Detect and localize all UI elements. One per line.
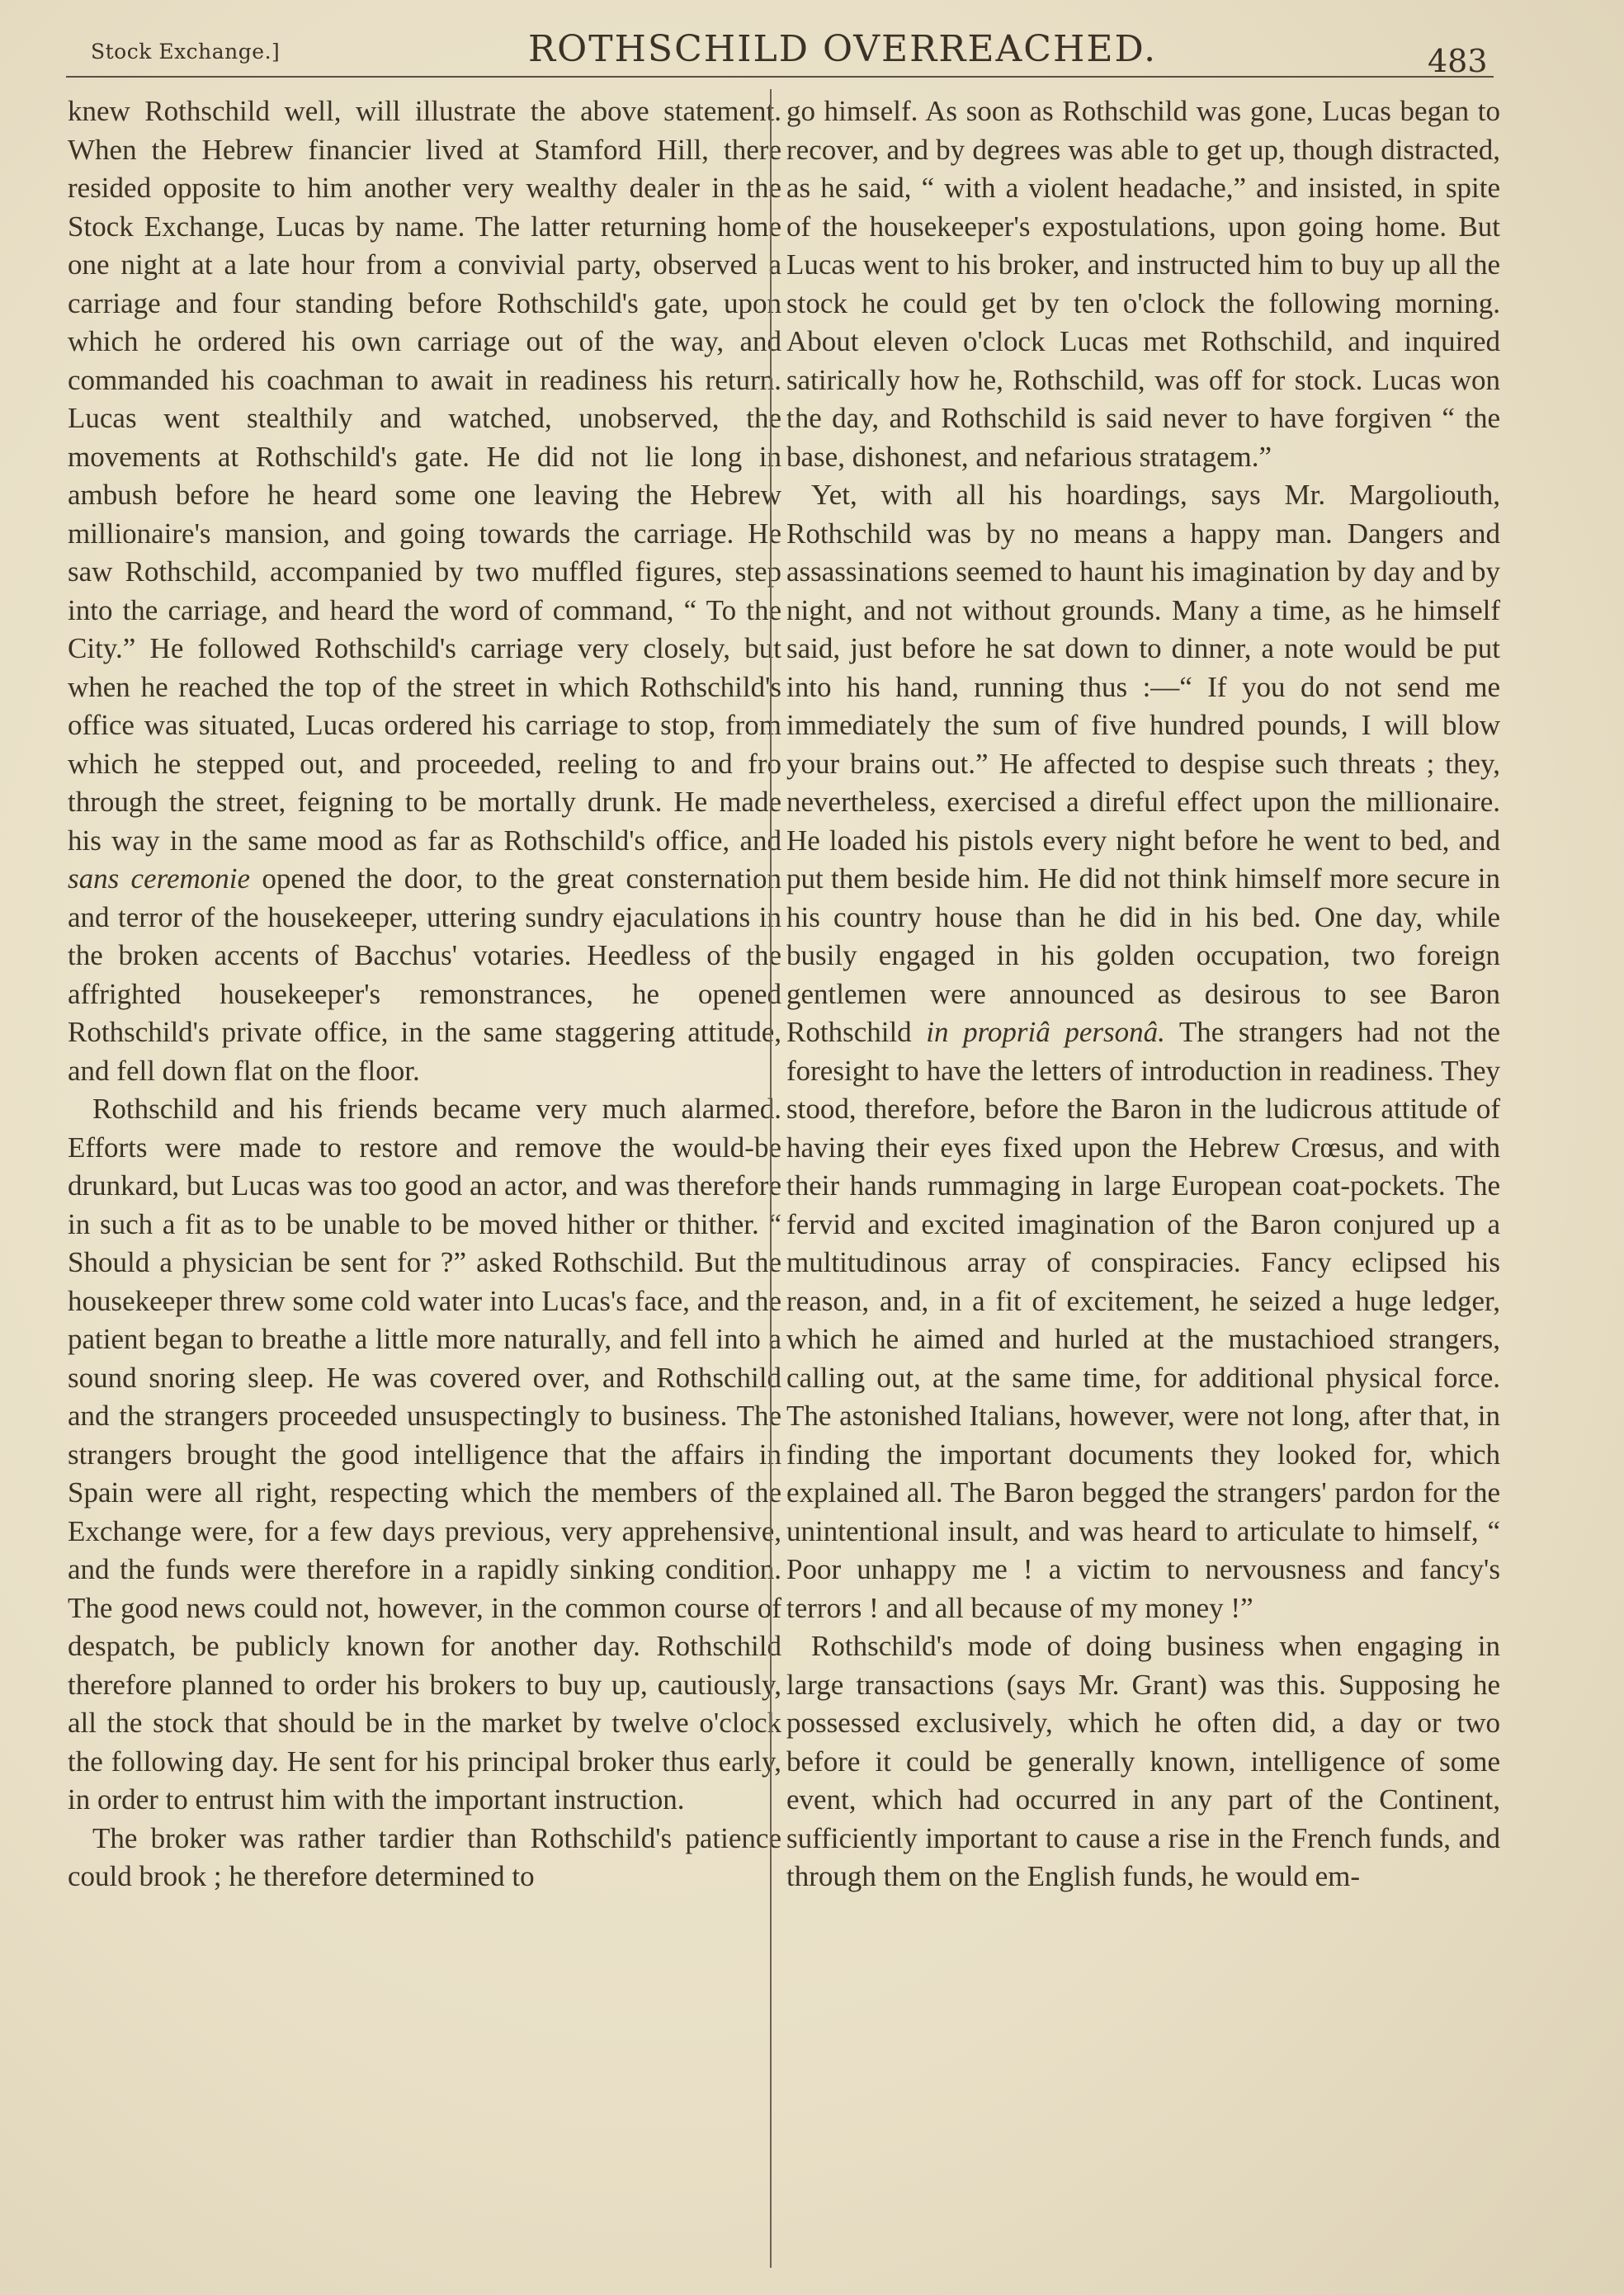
header-rule bbox=[66, 76, 1494, 78]
left-paragraph-1-text: knew Rothschild well, will illustrate the above statement. When the Hebrew financier lived at Stamford Hill, there resided opposite to him another very wealthy dealer in the Stock Exchange, Lucas by name. The latter returning home one night at a late hour from a convivial party, observed a carriage and four standing before Rothschild's gate, upon which he ordered his own carriage out of the way, and commanded his coachman to await in readiness his return. Lucas went stealthily and watched, unobserved, the movements at Rothschild's gate. He did not lie long in ambush before he heard some one leaving the Hebrew millionaire's mansion, and going towards the carriage. He saw Rothschild, accompanied by two muffled figures, step into the carriage, and heard the word of command, “ To the City.” He followed Rothschild's carriage very closely, but when he reached the top of the street in which Rothschild's office was situated, Lucas ordered his carriage to stop, from which he stepped out, and proceeded, reeling to and fro through the street, feigning to be mortally drunk. He made his way in the same mood as far as Rothschild's office, and bbox=[68, 95, 781, 857]
right-paragraph-1: go himself. As soon as Rothschild was gone, Lucas began to recover, and by degrees was able to get up, though distracted, as he said, “ with a violent headache,” and insisted, in spite of the housekeeper's expostulations, upon going home. But Lucas went to his broker, and instructed him to buy up all the stock he could get by ten o'clock the following morning. About eleven o'clock Lucas met Rothschild, and inquired satirically how he, Rothschild, was off for stock. Lucas won the day, and Rothschild is said never to have forgiven “ the base, dishonest, and nefarious stratagem.” bbox=[786, 95, 1500, 473]
page-number: 483 bbox=[1428, 43, 1488, 79]
left-paragraph-1-italic: sans ceremonie bbox=[68, 862, 251, 895]
right-paragraph-2-rest: The strangers had not the foresight to have the letters of introduction in readiness. They stood, therefore, before the Baron in the ludicrous attitude of having their eyes fixed upon the Hebrew Crœsus, and with their hands rummaging in large European coat-pockets. The fervid and excited imagination of the Baron conjured up a multitudinous array of conspiracies. Fancy eclipsed his reason, and, in a fit of excitement, he seized a huge ledger, which he aimed and hurled at the mustachioed strangers, calling out, at the same time, for additional physical force. The astonished Italians, however, were not long, after that, in finding the important documents they looked for, which explained all. The Baron begged the strangers' pardon for the unintentional insult, and was heard to articulate to himself, “ Poor unhappy me ! a victim to nervousness and fancy's terrors ! and all because of my money !” bbox=[786, 1016, 1501, 1624]
left-paragraph-1 bbox=[68, 92, 781, 1090]
running-head-title: ROTHSCHILD OVERREACHED. bbox=[528, 28, 1158, 70]
left-column bbox=[68, 92, 781, 1896]
left-paragraph-1-rest: opened the door, to the great consternation and terror of the housekeeper, uttering sundry ejaculations in the broken accents of Bacchus' votaries. Heedless of the affrighted housekeeper's remonstrances, he opened Rothschild's private office, in the same staggering attitude, and fell down flat on the floor. bbox=[68, 862, 781, 1087]
running-head-section: Stock Exchange.] bbox=[91, 40, 281, 64]
right-column bbox=[786, 92, 1500, 1896]
right-paragraph-3: Rothschild's mode of doing business when engaging in large transactions (says Mr. Grant) was this. Supposing he possessed exclusively, which he often did, a day or two before it could be generally known, intelligence of some event, which had occurred in any part of the Continent, sufficiently important to cause a rise in the French funds, and through them on the English funds, he would em- bbox=[786, 1630, 1500, 1892]
column-divider bbox=[770, 89, 772, 2268]
page-header bbox=[66, 23, 1494, 81]
left-paragraph-2: Rothschild and his friends became very much alarmed. Efforts were made to restore and remove the would-be drunkard, but Lucas was too good an actor, and was therefore in such a fit as to be unable to be moved hither or thither. “ Should a physician be sent for ?” asked Rothschild. But the housekeeper threw some cold water into Lucas's face, and the patient began to breathe a little more naturally, and fell into a sound snoring sleep. He was covered over, and Rothschild and the strangers proceeded unsuspectingly to business. The strangers brought the good intelligence that the affairs in Spain were all right, respecting which the members of the Exchange were, for a few days previous, very apprehensive, and the funds were therefore in a rapidly sinking condition. The good news could not, however, in the common course of despatch, be publicly known for another day. Rothschild therefore planned to order his brokers to buy up, cautiously, all the stock that should be in the market by twelve o'clock the following day. He sent for his principal broker thus early, in order to entrust him with the important instruction. bbox=[68, 1093, 781, 1816]
left-paragraph-3: The broker was rather tardier than Rothschild's patience could brook ; he therefore determined to bbox=[68, 1821, 781, 1892]
right-paragraph-2-text: Yet, with all his hoardings, says Mr. Margoliouth, Rothschild was by no means a happy man. Dangers and assassinations seemed to haunt his imagination by day and by night, and not without grounds. Many a time, as he himself said, just before he sat down to dinner, a note would be put into his hand, running thus :—“ If you do not send me immediately the sum of five hundred pounds, I will blow your brains out.” He affected to despise such threats ; they, nevertheless, exercised a direful effect upon the millionaire. He loaded his pistols every night before he went to bed, and put them beside him. He did not think himself more secure in his country house than he did in his bed. One day, while busily engaged in his golden occupation, two foreign gentlemen were announced as desirous to see Baron Rothschild bbox=[786, 479, 1500, 1048]
right-paragraph-2-italic: in propriâ personâ. bbox=[926, 1016, 1165, 1048]
right-paragraph-2 bbox=[786, 476, 1500, 1627]
